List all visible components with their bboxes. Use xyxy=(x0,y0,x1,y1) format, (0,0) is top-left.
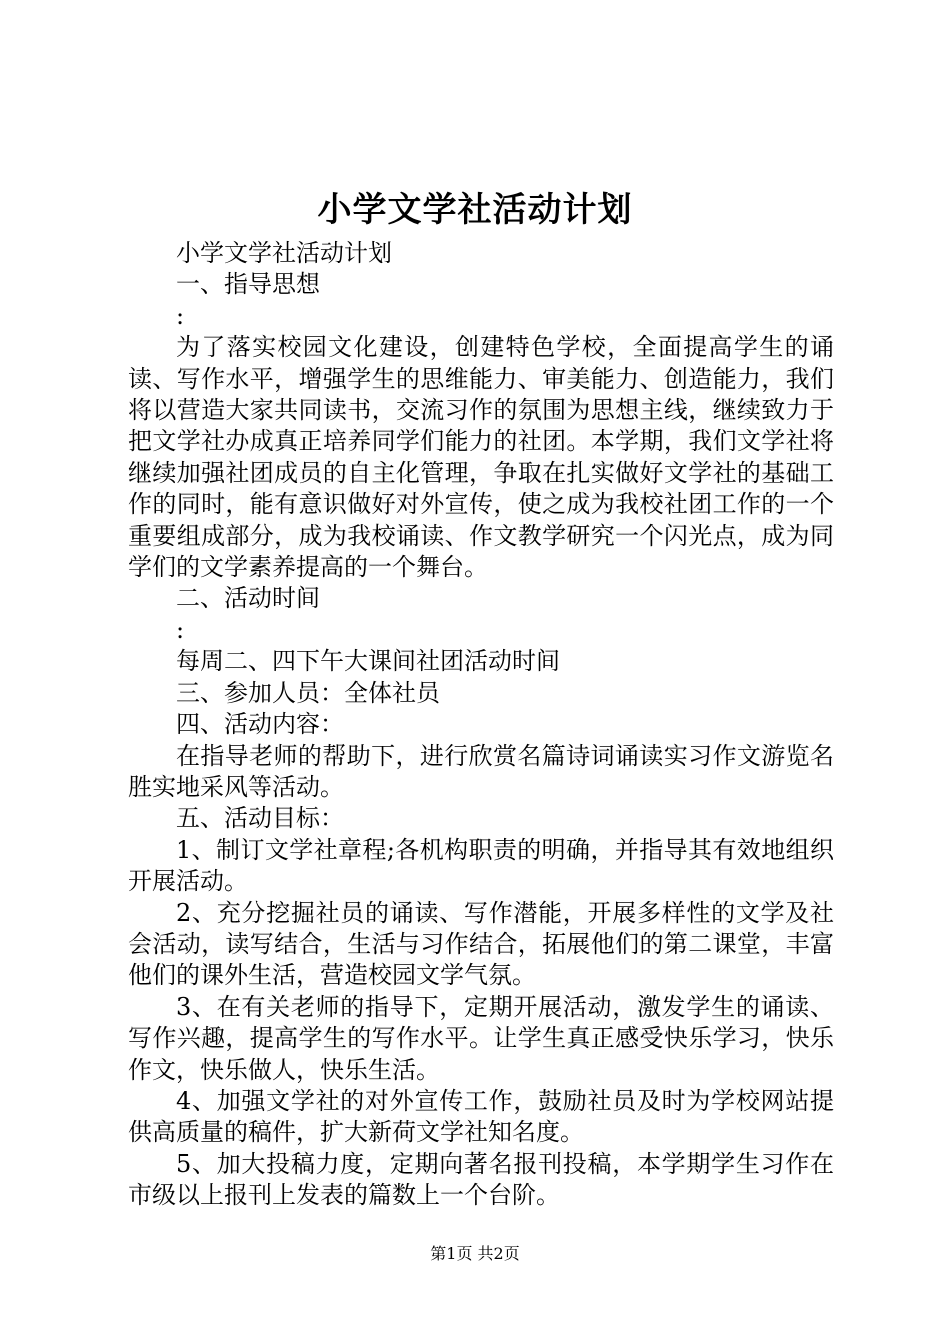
paragraph: 小学文学社活动计划 xyxy=(176,239,392,267)
document-body xyxy=(128,238,834,1212)
page-footer: 第1页 共2页 xyxy=(430,1244,520,1263)
list-item: 2、充分挖掘社员的诵读、写作潜能，开展多样性的文学及社会活动，读写结合，生活与习作结合，拓展他们的第二课堂，丰富他们的课外生活，营造校园文学气氛。 xyxy=(128,898,834,990)
list-item: 3、在有关老师的指导下，定期开展活动，激发学生的诵读、写作兴趣，提高学生的写作水平。让学生真正感受快乐学习，快乐作文，快乐做人，快乐生活。 xyxy=(128,992,834,1084)
list-item: 1、制订文学社章程;各机构职责的明确，并指导其有效地组织开展活动。 xyxy=(128,835,834,896)
section-heading: 五、活动目标： xyxy=(176,804,344,833)
paragraph: 为了落实校园文化建设，创建特色学校，全面提高学生的诵读、写作水平，增强学生的思维能力、审美能力、创造能力，我们将以营造大家共同读书，交流习作的氛围为思想主线，继续致力于把文学社办成真正培养同学们能力的社团。本学期，我们文学社将继续加强社团成员的自主化管理，争取在扎实做好文学社的基础工作的同时，能有意识做好对外宣传，使之成为我校社团工作的一个重要组成部分，成为我校诵读、作文教学研究一个闪光点，成为同学们的文学素养提高的一个舞台。 xyxy=(128,333,834,582)
section-heading: 二、活动时间 xyxy=(176,584,320,613)
section-heading: 三、参加人员：全体社员 xyxy=(176,678,440,707)
paragraph: 在指导老师的帮助下，进行欣赏名篇诗词诵读实习作文游览名胜实地采风等活动。 xyxy=(128,741,834,801)
section-heading: 四、活动内容： xyxy=(176,710,344,739)
paragraph: : xyxy=(176,301,185,330)
paragraph: 每周二、四下午大课间社团活动时间 xyxy=(176,647,560,676)
document-title: 小学文学社活动计划 xyxy=(317,190,633,230)
list-item: 4、加强文学社的对外宣传工作，鼓励社员及时为学校网站提供高质量的稿件，扩大新荷文学社知名度。 xyxy=(128,1086,834,1147)
list-item: 5、加大投稿力度，定期向著名报刊投稿，本学期学生习作在市级以上报刊上发表的篇数上一个台阶。 xyxy=(128,1149,834,1210)
paragraph: : xyxy=(176,615,185,644)
section-heading: 一、指导思想 xyxy=(176,270,320,299)
